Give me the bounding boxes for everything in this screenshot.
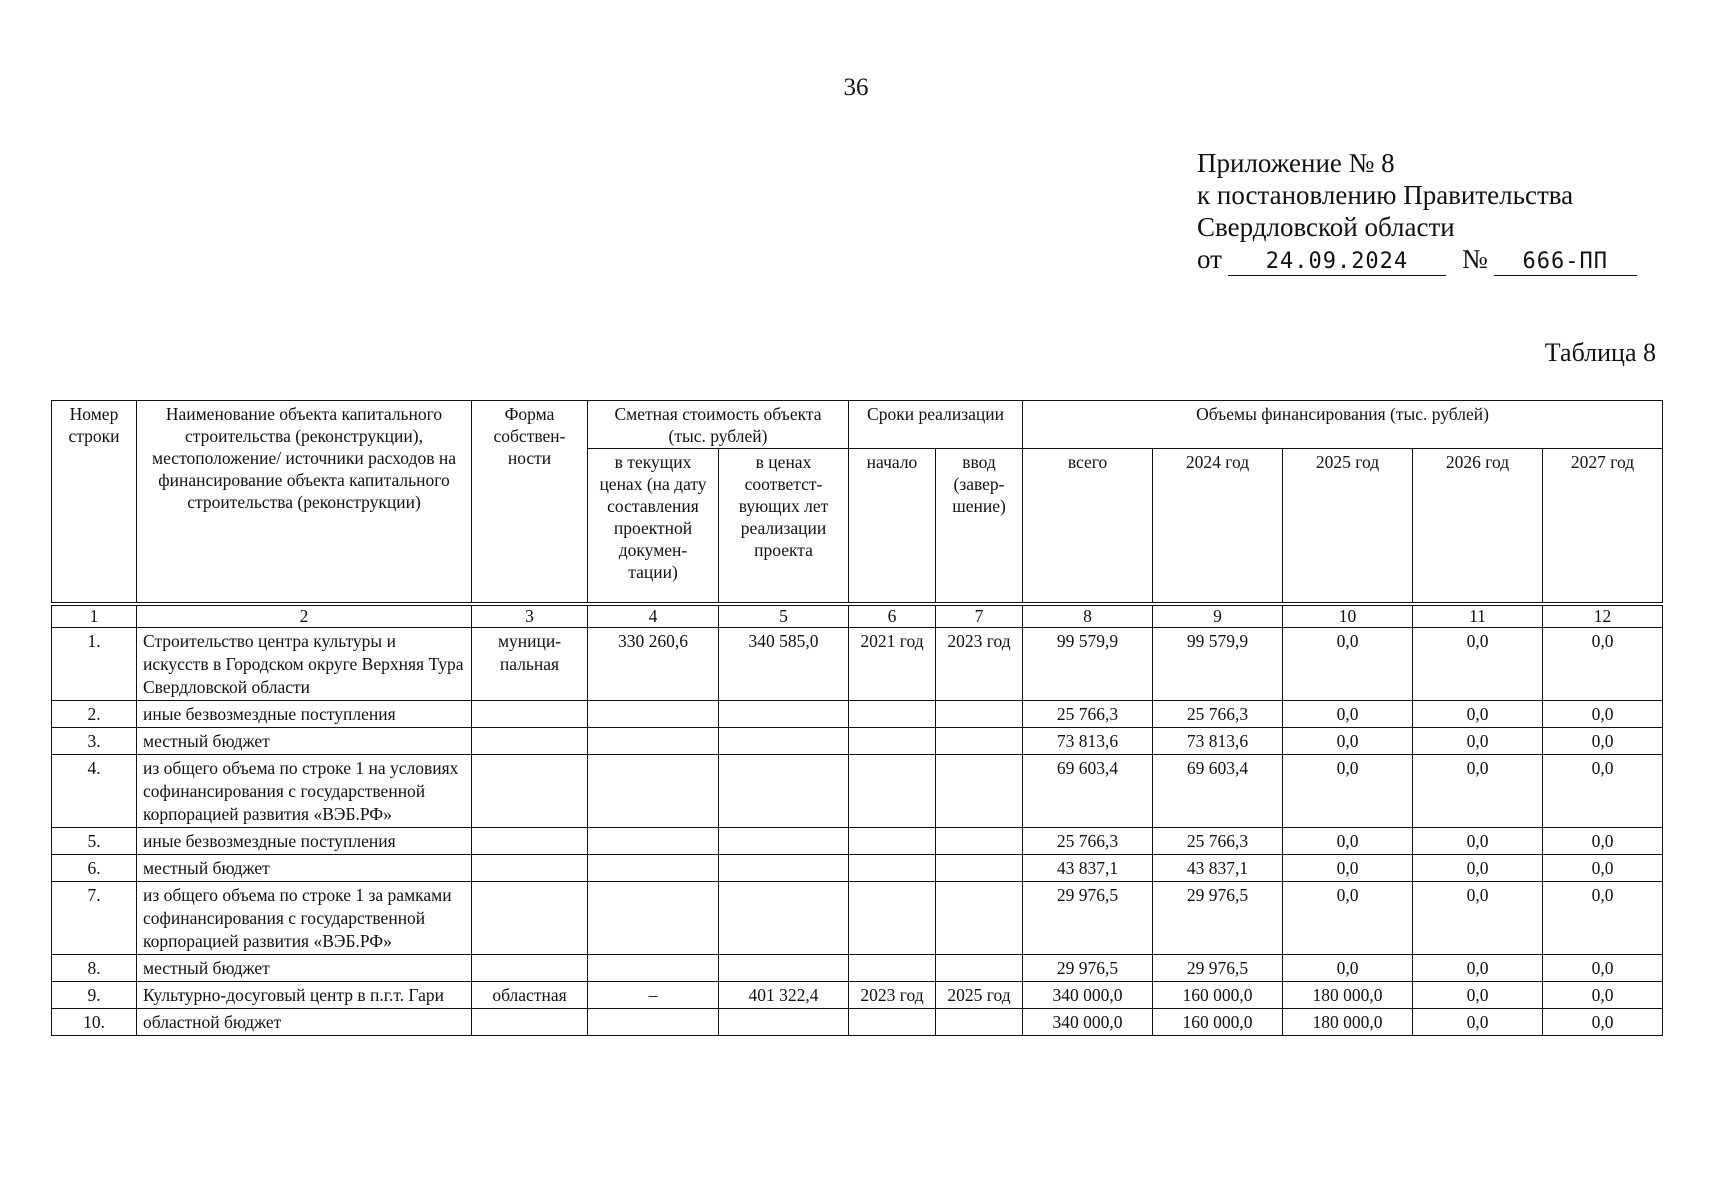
row-number-cell: 2. bbox=[52, 701, 137, 728]
amount-2027-cell: 0,0 bbox=[1543, 755, 1663, 828]
header-ownership: Форма собствен- ности bbox=[472, 401, 588, 605]
amount-2024-cell: 29 976,5 bbox=[1153, 882, 1283, 955]
start-year-cell: 2023 год bbox=[849, 982, 936, 1009]
amount-2027-cell: 0,0 bbox=[1543, 1009, 1663, 1036]
ownership-cell bbox=[472, 855, 588, 882]
amount-2027-cell: 0,0 bbox=[1543, 982, 1663, 1009]
header-row-1 bbox=[52, 401, 1663, 449]
start-year-cell bbox=[849, 755, 936, 828]
ownership-cell bbox=[472, 755, 588, 828]
amount-2027-cell: 0,0 bbox=[1543, 728, 1663, 755]
from-label: от bbox=[1197, 244, 1222, 274]
table-row bbox=[52, 828, 1663, 855]
appendix-title: Приложение № 8 bbox=[1197, 148, 1395, 178]
header-2025: 2025 год bbox=[1283, 449, 1413, 605]
table-row bbox=[52, 728, 1663, 755]
ownership-cell bbox=[472, 701, 588, 728]
header-total: всего bbox=[1023, 449, 1153, 605]
column-number: 10 bbox=[1283, 604, 1413, 628]
corresponding-price-cell bbox=[719, 755, 849, 828]
ownership-cell: областная bbox=[472, 982, 588, 1009]
amount-2026-cell: 0,0 bbox=[1413, 728, 1543, 755]
corresponding-price-cell bbox=[719, 828, 849, 855]
total-cell: 25 766,3 bbox=[1023, 828, 1153, 855]
column-numbers-row bbox=[52, 604, 1663, 628]
ownership-cell bbox=[472, 882, 588, 955]
corresponding-price-cell bbox=[719, 728, 849, 755]
table-row bbox=[52, 628, 1663, 701]
column-number: 3 bbox=[472, 604, 588, 628]
current-price-cell bbox=[588, 755, 719, 828]
header-2026: 2026 год bbox=[1413, 449, 1543, 605]
corresponding-price-cell bbox=[719, 701, 849, 728]
corresponding-price-cell bbox=[719, 882, 849, 955]
corresponding-price-cell bbox=[719, 1009, 849, 1036]
current-price-cell: 330 260,6 bbox=[588, 628, 719, 701]
ownership-cell: муници- пальная bbox=[472, 628, 588, 701]
start-year-cell bbox=[849, 701, 936, 728]
amount-2027-cell: 0,0 bbox=[1543, 628, 1663, 701]
table-row bbox=[52, 855, 1663, 882]
amount-2026-cell: 0,0 bbox=[1413, 882, 1543, 955]
amount-2026-cell: 0,0 bbox=[1413, 855, 1543, 882]
row-number-cell: 1. bbox=[52, 628, 137, 701]
amount-2026-cell: 0,0 bbox=[1413, 828, 1543, 855]
current-price-cell bbox=[588, 882, 719, 955]
amount-2026-cell: 0,0 bbox=[1413, 1009, 1543, 1036]
amount-2027-cell: 0,0 bbox=[1543, 855, 1663, 882]
financing-table bbox=[51, 400, 1663, 1036]
end-year-cell bbox=[936, 955, 1023, 982]
corresponding-price-cell: 401 322,4 bbox=[719, 982, 849, 1009]
row-number-cell: 5. bbox=[52, 828, 137, 855]
header-start: начало bbox=[849, 449, 936, 605]
total-cell: 340 000,0 bbox=[1023, 982, 1153, 1009]
start-year-cell bbox=[849, 728, 936, 755]
total-cell: 340 000,0 bbox=[1023, 1009, 1153, 1036]
amount-2025-cell: 180 000,0 bbox=[1283, 982, 1413, 1009]
row-number-cell: 7. bbox=[52, 882, 137, 955]
amount-2026-cell: 0,0 bbox=[1413, 755, 1543, 828]
amount-2024-cell: 73 813,6 bbox=[1153, 728, 1283, 755]
table-title: Таблица 8 bbox=[1544, 338, 1656, 367]
header-implementation-terms: Сроки реализации bbox=[849, 401, 1023, 449]
current-price-cell bbox=[588, 955, 719, 982]
total-cell: 69 603,4 bbox=[1023, 755, 1153, 828]
amount-2026-cell: 0,0 bbox=[1413, 628, 1543, 701]
current-price-cell bbox=[588, 701, 719, 728]
object-name-cell: иные безвозмездные поступления bbox=[137, 828, 472, 855]
total-cell: 29 976,5 bbox=[1023, 955, 1153, 982]
start-year-cell: 2021 год bbox=[849, 628, 936, 701]
end-year-cell bbox=[936, 701, 1023, 728]
current-price-cell bbox=[588, 828, 719, 855]
table-row bbox=[52, 982, 1663, 1009]
total-cell: 99 579,9 bbox=[1023, 628, 1153, 701]
amount-2027-cell: 0,0 bbox=[1543, 828, 1663, 855]
ownership-cell bbox=[472, 1009, 588, 1036]
object-name-cell: из общего объема по строке 1 на условиях софинансирования с государственной корпорацией развития «ВЭБ.РФ» bbox=[137, 755, 472, 828]
object-name-cell: областной бюджет bbox=[137, 1009, 472, 1036]
current-price-cell bbox=[588, 855, 719, 882]
start-year-cell bbox=[849, 1009, 936, 1036]
total-cell: 73 813,6 bbox=[1023, 728, 1153, 755]
amount-2024-cell: 69 603,4 bbox=[1153, 755, 1283, 828]
end-year-cell bbox=[936, 728, 1023, 755]
row-number-cell: 4. bbox=[52, 755, 137, 828]
row-number-cell: 10. bbox=[52, 1009, 137, 1036]
table-row bbox=[52, 1009, 1663, 1036]
amount-2025-cell: 0,0 bbox=[1283, 882, 1413, 955]
amount-2024-cell: 25 766,3 bbox=[1153, 701, 1283, 728]
column-number: 9 bbox=[1153, 604, 1283, 628]
appendix-date-line bbox=[1197, 243, 1637, 276]
appendix-region: Свердловской области bbox=[1197, 212, 1455, 242]
appendix-block bbox=[1197, 147, 1637, 276]
row-number-cell: 6. bbox=[52, 855, 137, 882]
ownership-cell bbox=[472, 828, 588, 855]
header-funding-volumes: Объемы финансирования (тыс. рублей) bbox=[1023, 401, 1663, 449]
column-number: 7 bbox=[936, 604, 1023, 628]
column-number: 11 bbox=[1413, 604, 1543, 628]
amount-2024-cell: 160 000,0 bbox=[1153, 982, 1283, 1009]
amount-2026-cell: 0,0 bbox=[1413, 701, 1543, 728]
number-label: № bbox=[1461, 244, 1488, 274]
end-year-cell: 2025 год bbox=[936, 982, 1023, 1009]
total-cell: 29 976,5 bbox=[1023, 882, 1153, 955]
header-object-name: Наименование объекта капитального строительства (реконструкции), местоположение/ источники расходов на финансирование объекта капитального строительства (реконструкции) bbox=[137, 401, 472, 605]
amount-2024-cell: 25 766,3 bbox=[1153, 828, 1283, 855]
table-row bbox=[52, 701, 1663, 728]
amount-2026-cell: 0,0 bbox=[1413, 955, 1543, 982]
header-estimated-cost: Сметная стоимость объекта (тыс. рублей) bbox=[588, 401, 849, 449]
header-commissioning: ввод (завер- шение) bbox=[936, 449, 1023, 605]
column-number: 2 bbox=[137, 604, 472, 628]
amount-2027-cell: 0,0 bbox=[1543, 955, 1663, 982]
column-number: 4 bbox=[588, 604, 719, 628]
current-price-cell: – bbox=[588, 982, 719, 1009]
header-2024: 2024 год bbox=[1153, 449, 1283, 605]
column-number: 1 bbox=[52, 604, 137, 628]
amount-2025-cell: 0,0 bbox=[1283, 728, 1413, 755]
object-name-cell: Строительство центра культуры и искусств в Городском округе Верхняя Тура Свердловской области bbox=[137, 628, 472, 701]
object-name-cell: местный бюджет bbox=[137, 728, 472, 755]
current-price-cell bbox=[588, 728, 719, 755]
ownership-cell bbox=[472, 955, 588, 982]
end-year-cell bbox=[936, 1009, 1023, 1036]
total-cell: 43 837,1 bbox=[1023, 855, 1153, 882]
amount-2027-cell: 0,0 bbox=[1543, 701, 1663, 728]
column-number: 12 bbox=[1543, 604, 1663, 628]
amount-2025-cell: 0,0 bbox=[1283, 701, 1413, 728]
amount-2024-cell: 29 976,5 bbox=[1153, 955, 1283, 982]
resolution-date: 24.09.2024 bbox=[1228, 249, 1446, 276]
end-year-cell bbox=[936, 828, 1023, 855]
amount-2026-cell: 0,0 bbox=[1413, 982, 1543, 1009]
header-2027: 2027 год bbox=[1543, 449, 1663, 605]
amount-2025-cell: 0,0 bbox=[1283, 755, 1413, 828]
amount-2027-cell: 0,0 bbox=[1543, 882, 1663, 955]
amount-2024-cell: 43 837,1 bbox=[1153, 855, 1283, 882]
amount-2025-cell: 0,0 bbox=[1283, 855, 1413, 882]
resolution-number: 666-ПП bbox=[1494, 249, 1637, 276]
column-number: 6 bbox=[849, 604, 936, 628]
amount-2025-cell: 0,0 bbox=[1283, 828, 1413, 855]
table-row bbox=[52, 955, 1663, 982]
amount-2024-cell: 160 000,0 bbox=[1153, 1009, 1283, 1036]
page-number: 36 bbox=[843, 74, 869, 101]
header-row-number: Номер строки bbox=[52, 401, 137, 605]
total-cell: 25 766,3 bbox=[1023, 701, 1153, 728]
corresponding-price-cell bbox=[719, 955, 849, 982]
corresponding-price-cell: 340 585,0 bbox=[719, 628, 849, 701]
object-name-cell: из общего объема по строке 1 за рамками софинансирования с государственной корпорацией развития «ВЭБ.РФ» bbox=[137, 882, 472, 955]
amount-2024-cell: 99 579,9 bbox=[1153, 628, 1283, 701]
column-number: 5 bbox=[719, 604, 849, 628]
object-name-cell: местный бюджет bbox=[137, 955, 472, 982]
end-year-cell: 2023 год bbox=[936, 628, 1023, 701]
table-row bbox=[52, 882, 1663, 955]
table-row bbox=[52, 755, 1663, 828]
object-name-cell: местный бюджет bbox=[137, 855, 472, 882]
start-year-cell bbox=[849, 855, 936, 882]
end-year-cell bbox=[936, 882, 1023, 955]
appendix-resolution: к постановлению Правительства bbox=[1197, 180, 1574, 210]
end-year-cell bbox=[936, 755, 1023, 828]
object-name-cell: иные безвозмездные поступления bbox=[137, 701, 472, 728]
amount-2025-cell: 180 000,0 bbox=[1283, 1009, 1413, 1036]
start-year-cell bbox=[849, 955, 936, 982]
header-current-prices: в текущих ценах (на дату составления проектной докумен- тации) bbox=[588, 449, 719, 605]
row-number-cell: 8. bbox=[52, 955, 137, 982]
ownership-cell bbox=[472, 728, 588, 755]
start-year-cell bbox=[849, 828, 936, 855]
amount-2025-cell: 0,0 bbox=[1283, 628, 1413, 701]
corresponding-price-cell bbox=[719, 855, 849, 882]
current-price-cell bbox=[588, 1009, 719, 1036]
header-corresponding-prices: в ценах соответст- вующих лет реализации проекта bbox=[719, 449, 849, 605]
object-name-cell: Культурно-досуговый центр в п.г.т. Гари bbox=[137, 982, 472, 1009]
start-year-cell bbox=[849, 882, 936, 955]
column-number: 8 bbox=[1023, 604, 1153, 628]
amount-2025-cell: 0,0 bbox=[1283, 955, 1413, 982]
row-number-cell: 3. bbox=[52, 728, 137, 755]
end-year-cell bbox=[936, 855, 1023, 882]
row-number-cell: 9. bbox=[52, 982, 137, 1009]
